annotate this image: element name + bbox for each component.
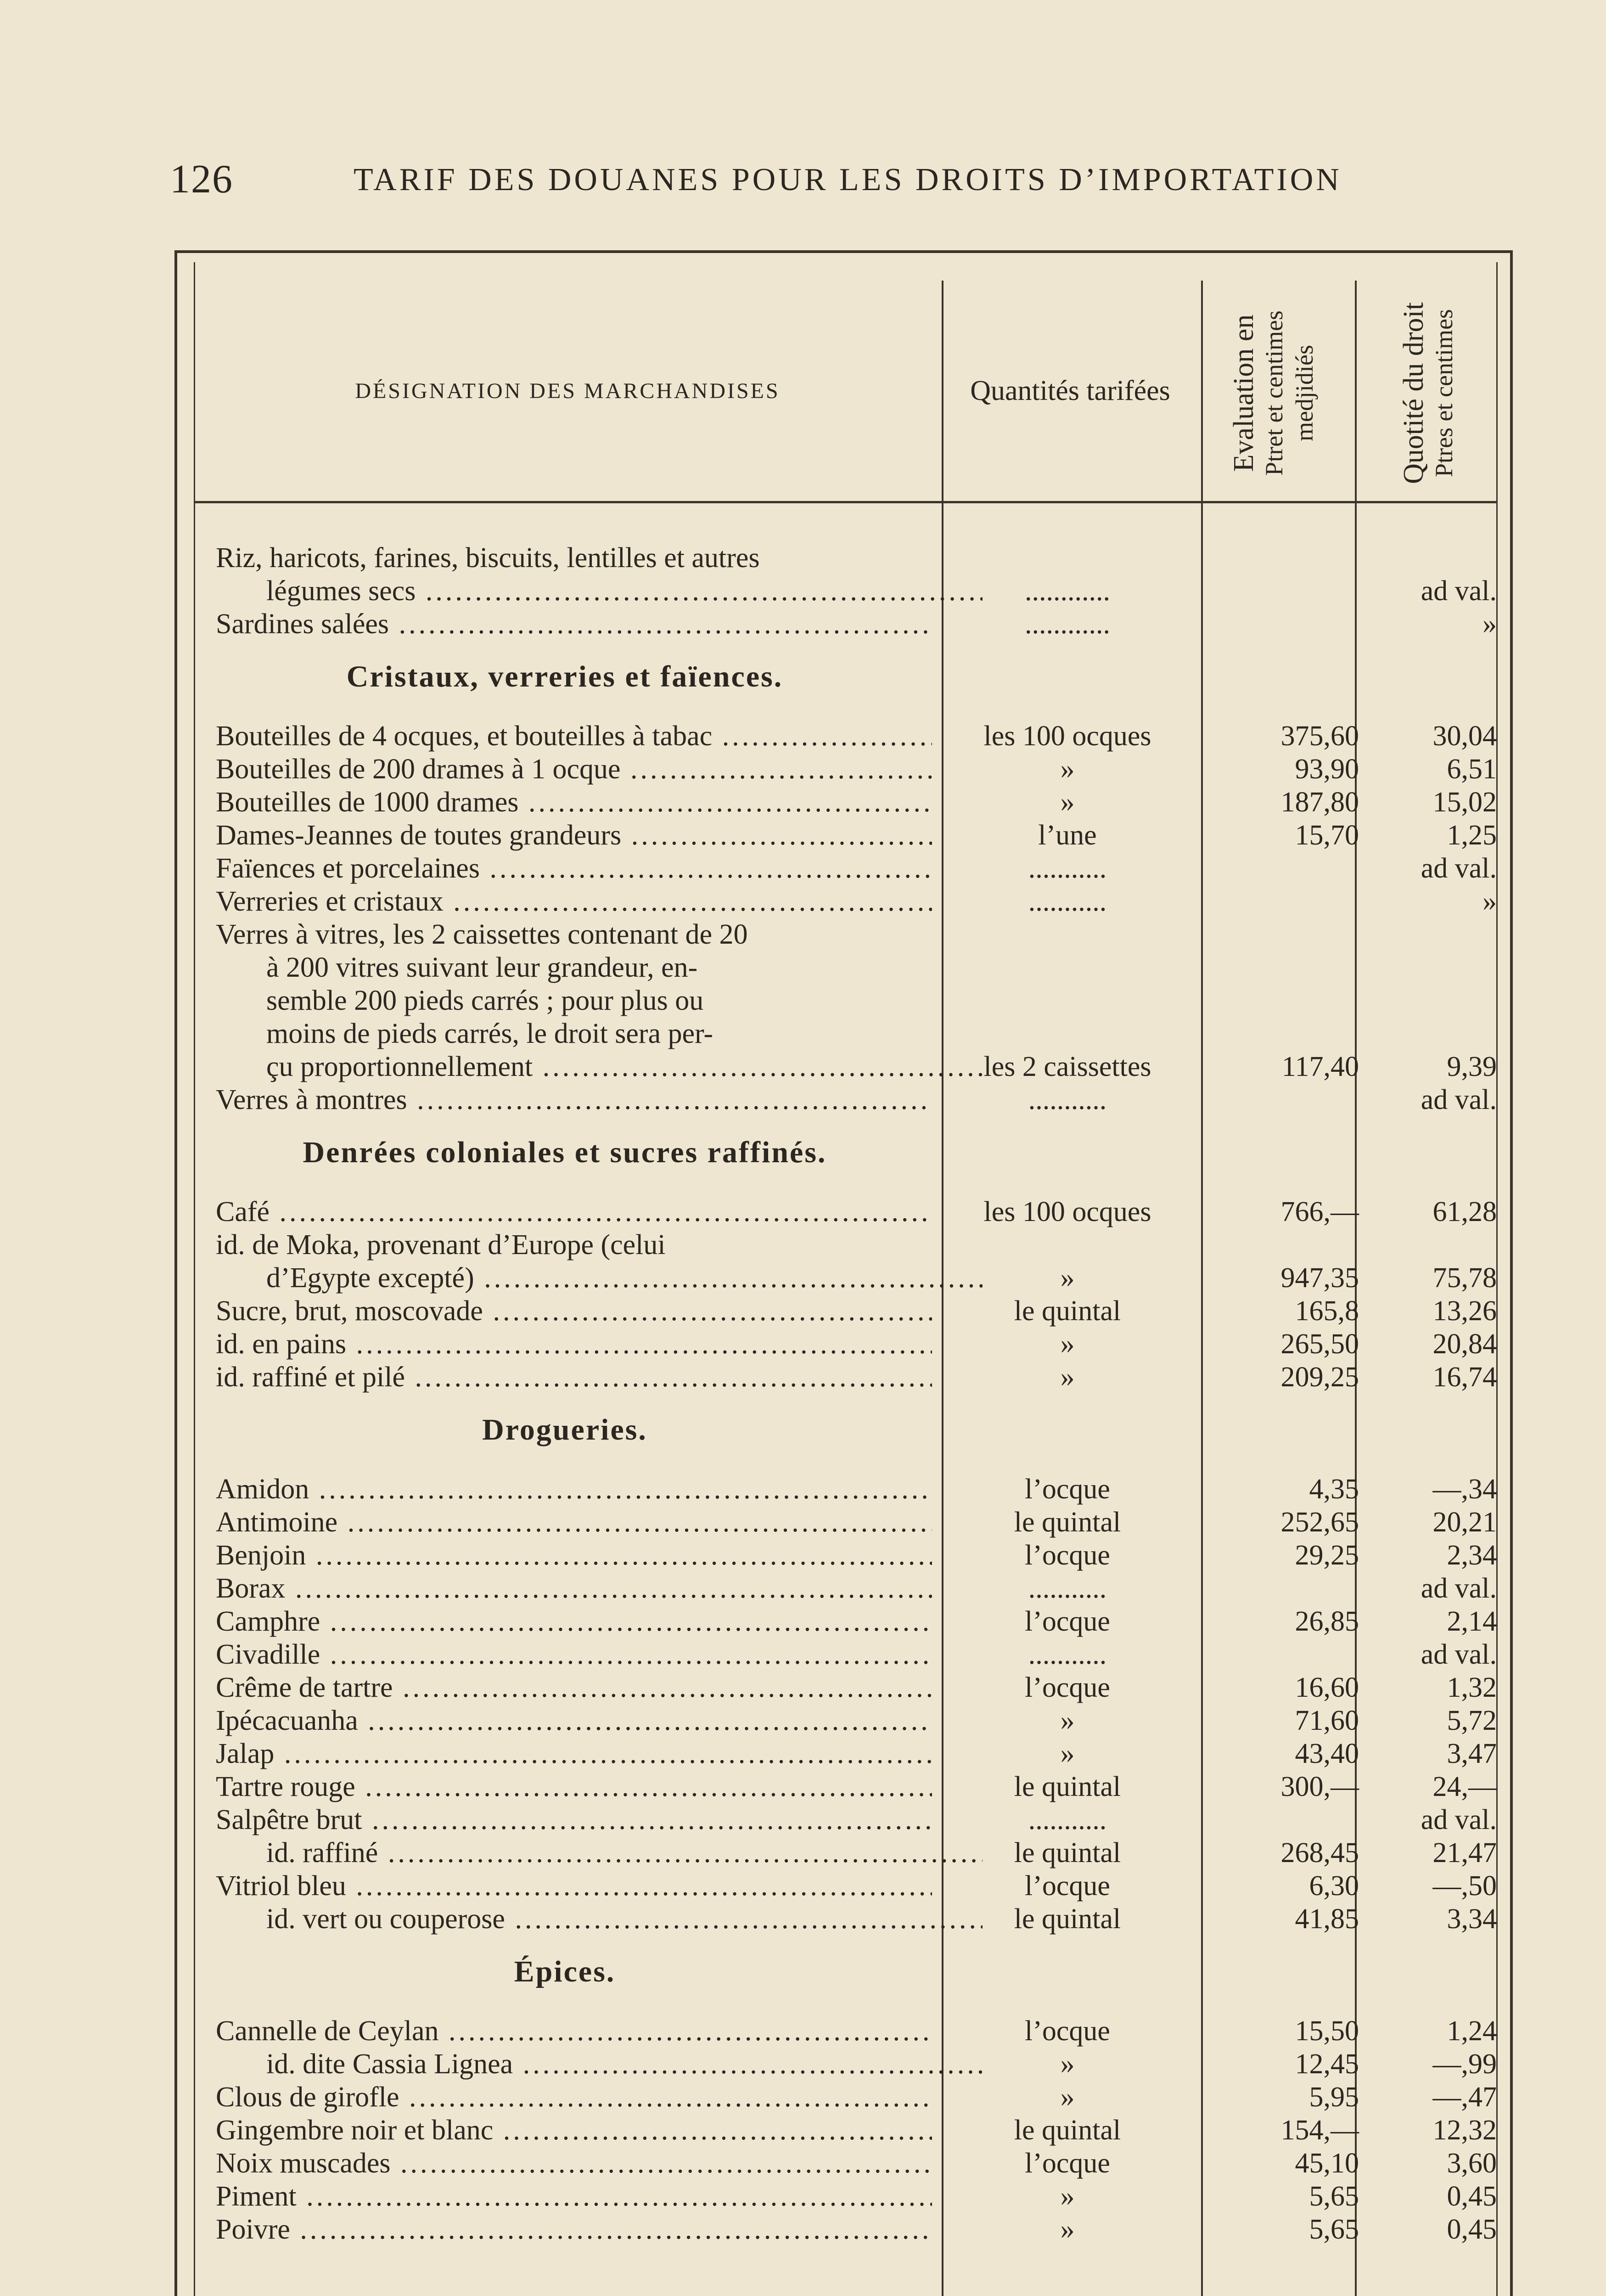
quantity-cell: » xyxy=(1060,787,1075,818)
quotite-cell: 21,47 xyxy=(1432,1837,1497,1868)
evaluation-cell: 300,— xyxy=(1280,1771,1359,1802)
section-heading: Denrées coloniales et sucres raffinés. xyxy=(303,1136,827,1169)
evaluation-cell: 154,— xyxy=(1280,2115,1359,2146)
designation-cell: Clous de girofle ..... xyxy=(216,2081,932,2114)
designation-cell: Café ..... xyxy=(216,1196,932,1228)
section-heading: Drogueries. xyxy=(482,1413,647,1446)
quantity-cell: les 100 ocques xyxy=(983,720,1151,752)
table-row xyxy=(174,1229,1513,1262)
quotite-cell: 61,28 xyxy=(1432,1196,1497,1227)
column-header-designation: DÉSIGNATION DES MARCHANDISES xyxy=(355,378,780,403)
table-row xyxy=(174,1572,1513,1605)
designation-cell: Verres à montres ..... xyxy=(216,1084,932,1116)
designation-cell: Dames-Jeannes de toutes grandeurs ..... xyxy=(216,819,932,852)
table-row xyxy=(174,885,1513,918)
quantity-cell: » xyxy=(1060,1262,1075,1294)
table-row xyxy=(174,1539,1513,1572)
designation-cell: Ipécacuanha ..... xyxy=(216,1705,932,1737)
table-row xyxy=(174,819,1513,852)
quotite-cell: ad val. xyxy=(1421,1804,1497,1835)
quantity-cell: » xyxy=(1060,1328,1075,1360)
quotite-cell: ad val. xyxy=(1421,1573,1497,1604)
column-header-quotite xyxy=(1398,283,1463,503)
quantity-cell: le quintal xyxy=(1014,1507,1121,1538)
evaluation-units-2: medjidiés xyxy=(1291,345,1318,441)
quantity-cell: l’ocque xyxy=(1025,1606,1110,1637)
column-header-evaluation xyxy=(1228,283,1318,503)
evaluation-cell: 252,65 xyxy=(1280,1507,1359,1538)
quotite-label: Quotité du droit xyxy=(1398,302,1429,484)
quantity-cell: le quintal xyxy=(1014,1295,1121,1327)
table-row xyxy=(174,1638,1513,1671)
quotite-cell: 3,47 xyxy=(1447,1738,1497,1769)
quotite-cell: 3,34 xyxy=(1447,1903,1497,1935)
page-number: 126 xyxy=(170,157,233,202)
quotite-cell: » xyxy=(1482,608,1497,640)
table-row xyxy=(174,1196,1513,1229)
quotite-cell: 20,84 xyxy=(1432,1328,1497,1360)
designation-cell: id. dite Cassia Lignea ..... xyxy=(266,2048,983,2081)
designation-cell: légumes secs ..... xyxy=(266,575,983,608)
evaluation-cell: 209,25 xyxy=(1280,1362,1359,1393)
designation-cell: Salpêtre brut ..... xyxy=(216,1804,932,1836)
quantity-cell: ............ xyxy=(1025,575,1110,607)
quotite-cell: 2,34 xyxy=(1447,1540,1497,1571)
quotite-cell: 1,32 xyxy=(1447,1672,1497,1703)
quantity-cell: ........... xyxy=(1028,1084,1107,1115)
column-header-quantities: Quantités tarifées xyxy=(970,375,1170,406)
quotite-cell: 12,32 xyxy=(1432,2115,1497,2146)
table-row xyxy=(174,608,1513,641)
quantity-cell: » xyxy=(1060,754,1075,785)
evaluation-cell: 15,70 xyxy=(1295,820,1359,851)
quantity-cell: l’une xyxy=(1038,820,1097,851)
quotite-cell: 15,02 xyxy=(1432,787,1497,818)
evaluation-cell: 5,65 xyxy=(1309,2214,1359,2245)
designation-cell: id. raffiné ..... xyxy=(266,1837,983,1869)
quotite-cell: —,47 xyxy=(1432,2082,1497,2113)
quotite-cell: 9,39 xyxy=(1447,1051,1497,1082)
quantity-cell: le quintal xyxy=(1014,2115,1121,2146)
quotite-cell: 1,24 xyxy=(1447,2015,1497,2047)
evaluation-cell: 268,45 xyxy=(1280,1837,1359,1868)
evaluation-cell: 5,95 xyxy=(1309,2082,1359,2113)
quantity-cell: » xyxy=(1060,1362,1075,1393)
table-row xyxy=(174,2213,1513,2246)
designation-cell: Jalap ..... xyxy=(216,1738,932,1770)
evaluation-cell: 6,30 xyxy=(1309,1870,1359,1902)
table-row xyxy=(174,918,1513,951)
table-row xyxy=(174,1671,1513,1705)
evaluation-label: Evaluation en xyxy=(1228,314,1259,472)
table-row xyxy=(174,542,1513,575)
quantity-cell: l’ocque xyxy=(1025,1672,1110,1703)
table-row xyxy=(174,1084,1513,1117)
evaluation-cell: 43,40 xyxy=(1295,1738,1359,1769)
table-row xyxy=(174,2114,1513,2147)
table-row xyxy=(174,1473,1513,1506)
quotite-cell: 13,26 xyxy=(1432,1295,1497,1327)
table-row xyxy=(174,575,1513,608)
quotite-cell: » xyxy=(1482,886,1497,917)
quotite-cell: ad val. xyxy=(1421,853,1497,884)
quantity-cell: le quintal xyxy=(1014,1903,1121,1935)
designation-cell: Riz, haricots, farines, biscuits, lentilles et autres xyxy=(216,542,760,574)
evaluation-cell: 26,85 xyxy=(1295,1606,1359,1637)
designation-cell: Tartre rouge ..... xyxy=(216,1771,932,1803)
evaluation-cell: 4,35 xyxy=(1309,1474,1359,1505)
quantity-cell: » xyxy=(1060,1738,1075,1769)
table-row xyxy=(174,1837,1513,1870)
designation-cell: Vitriol bleu ..... xyxy=(216,1870,932,1902)
quotite-cell: 20,21 xyxy=(1432,1507,1497,1538)
table-row xyxy=(174,951,1513,985)
evaluation-cell: 5,65 xyxy=(1309,2181,1359,2212)
evaluation-cell: 45,10 xyxy=(1295,2148,1359,2179)
designation-cell: Camphre ..... xyxy=(216,1605,932,1638)
quotite-cell: —,99 xyxy=(1432,2048,1497,2080)
quotite-cell: —,34 xyxy=(1432,1474,1497,1505)
quotite-cell: ad val. xyxy=(1421,1639,1497,1670)
running-title: TARIF DES DOUANES POUR LES DROITS D’IMPORTATION xyxy=(354,162,1342,197)
designation-cell: Borax ..... xyxy=(216,1572,932,1605)
evaluation-cell: 375,60 xyxy=(1280,720,1359,752)
designation-cell: Gingembre noir et blanc ..... xyxy=(216,2114,932,2147)
quantity-cell: l’ocque xyxy=(1025,2015,1110,2047)
table-row xyxy=(174,1771,1513,1804)
quotite-cell: 24,— xyxy=(1432,1771,1497,1802)
designation-cell: Sardines salées ..... xyxy=(216,608,932,641)
table-row xyxy=(174,1870,1513,1903)
designation-cell: à 200 vitres suivant leur grandeur, en- xyxy=(266,952,698,983)
section-heading: Épices. xyxy=(514,1955,616,1988)
quantity-cell: » xyxy=(1060,2181,1075,2212)
quantity-cell: l’ocque xyxy=(1025,2148,1110,2179)
evaluation-units: Ptret et centimes xyxy=(1260,310,1288,476)
table-row xyxy=(174,2180,1513,2213)
designation-cell: Benjoin ..... xyxy=(216,1539,932,1572)
designation-cell: id. vert ou couperose ..... xyxy=(266,1903,983,1936)
designation-cell: id. en pains ..... xyxy=(216,1328,932,1361)
quotite-cell: 2,14 xyxy=(1447,1606,1497,1637)
table-row xyxy=(174,1605,1513,1638)
quantity-cell: l’ocque xyxy=(1025,1870,1110,1902)
designation-cell: Piment ..... xyxy=(216,2180,932,2213)
quotite-cell: 1,25 xyxy=(1447,820,1497,851)
designation-cell: Antimoine ..... xyxy=(216,1506,932,1539)
quantity-cell: le quintal xyxy=(1014,1837,1121,1868)
table-row xyxy=(174,852,1513,885)
quotite-cell: ad val. xyxy=(1421,1084,1497,1115)
evaluation-cell: 187,80 xyxy=(1280,787,1359,818)
quantity-cell: » xyxy=(1060,2082,1075,2113)
designation-cell: id. raffiné et pilé ..... xyxy=(216,1361,932,1394)
quantity-cell: » xyxy=(1060,1705,1075,1736)
evaluation-cell: 93,90 xyxy=(1295,754,1359,785)
evaluation-cell: 117,40 xyxy=(1281,1051,1359,1082)
table-row xyxy=(174,1051,1513,1084)
quotite-cell: 75,78 xyxy=(1432,1262,1497,1294)
designation-cell: Verreries et cristaux ..... xyxy=(216,885,932,918)
table-row xyxy=(174,2015,1513,2048)
evaluation-cell: 15,50 xyxy=(1295,2015,1359,2047)
designation-cell: Bouteilles de 200 drames à 1 ocque ..... xyxy=(216,753,932,786)
table-row xyxy=(174,720,1513,753)
table-row xyxy=(174,1705,1513,1738)
quotite-cell: 0,45 xyxy=(1447,2214,1497,2245)
table-row xyxy=(174,2081,1513,2114)
evaluation-cell: 12,45 xyxy=(1295,2048,1359,2080)
designation-cell: Poivre ..... xyxy=(216,2213,932,2246)
quantity-cell: les 100 ocques xyxy=(983,1196,1151,1227)
designation-cell: Noix muscades ..... xyxy=(216,2147,932,2180)
quotite-cell: 3,60 xyxy=(1447,2148,1497,2179)
designation-cell: Sucre, brut, moscovade ..... xyxy=(216,1295,932,1328)
quantity-cell: ............ xyxy=(1025,608,1110,640)
table-row xyxy=(174,1361,1513,1394)
quantity-cell: ........... xyxy=(1028,886,1107,917)
quantity-cell: le quintal xyxy=(1014,1771,1121,1802)
evaluation-cell: 71,60 xyxy=(1295,1705,1359,1736)
quotite-cell: —,50 xyxy=(1432,1870,1497,1902)
table-row xyxy=(174,1506,1513,1539)
quantity-cell: l’ocque xyxy=(1025,1540,1110,1571)
designation-cell: id. de Moka, provenant d’Europe (celui xyxy=(216,1229,666,1261)
section-heading: Cristaux, verreries et faïences. xyxy=(346,660,783,693)
evaluation-cell: 29,25 xyxy=(1295,1540,1359,1571)
designation-cell: Verres à vitres, les 2 caissettes contenant de 20 xyxy=(216,919,748,950)
designation-cell: Cannelle de Ceylan ..... xyxy=(216,2015,932,2048)
table-row xyxy=(174,753,1513,786)
designation-cell: Civadille ..... xyxy=(216,1638,932,1671)
table-row xyxy=(174,1262,1513,1295)
table-row xyxy=(174,1328,1513,1361)
quotite-cell: 5,72 xyxy=(1447,1705,1497,1736)
table-row xyxy=(174,985,1513,1018)
quantity-cell: » xyxy=(1060,2214,1075,2245)
page-header xyxy=(170,156,1409,207)
designation-cell: Crême de tartre ..... xyxy=(216,1671,932,1704)
table-row xyxy=(174,2147,1513,2180)
quotite-cell: 6,51 xyxy=(1447,754,1497,785)
table-row xyxy=(174,1903,1513,1936)
designation-cell: Faïences et porcelaines ..... xyxy=(216,852,932,885)
quantity-cell: l’ocque xyxy=(1025,1474,1110,1505)
table-row xyxy=(174,1738,1513,1771)
quantity-cell: » xyxy=(1060,2048,1075,2080)
quantity-cell: ........... xyxy=(1028,1804,1107,1835)
designation-cell: Bouteilles de 1000 drames ..... xyxy=(216,786,932,819)
quotite-cell: 30,04 xyxy=(1432,720,1497,752)
designation-cell: semble 200 pieds carrés ; pour plus ou xyxy=(266,985,704,1016)
quotite-cell: ad val. xyxy=(1421,575,1497,607)
designation-cell: Bouteilles de 4 ocques, et bouteilles à tabac ..... xyxy=(216,720,932,753)
designation-cell: d’Egypte excepté) ..... xyxy=(266,1262,983,1294)
quotite-cell: 0,45 xyxy=(1447,2181,1497,2212)
quotite-units: Ptres et centimes xyxy=(1430,309,1458,477)
designation-cell: çu proportionnellement ..... xyxy=(266,1051,983,1083)
evaluation-cell: 947,35 xyxy=(1280,1262,1359,1294)
table-row xyxy=(174,1804,1513,1837)
table-row xyxy=(174,1018,1513,1051)
table-row xyxy=(174,2048,1513,2081)
quantity-cell: ........... xyxy=(1028,1639,1107,1670)
evaluation-cell: 165,8 xyxy=(1295,1295,1359,1327)
quantity-cell: ........... xyxy=(1028,853,1107,884)
quotite-cell: 16,74 xyxy=(1432,1362,1497,1393)
table-row xyxy=(174,1295,1513,1328)
quantity-cell: ........... xyxy=(1028,1573,1107,1604)
evaluation-cell: 41,85 xyxy=(1295,1903,1359,1935)
designation-cell: moins de pieds carrés, le droit sera per- xyxy=(266,1018,713,1049)
table-row xyxy=(174,786,1513,819)
evaluation-cell: 265,50 xyxy=(1280,1328,1359,1360)
quantity-cell: les 2 caissettes xyxy=(983,1051,1151,1082)
designation-cell: Amidon ..... xyxy=(216,1473,932,1506)
evaluation-cell: 16,60 xyxy=(1295,1672,1359,1703)
evaluation-cell: 766,— xyxy=(1280,1196,1359,1227)
